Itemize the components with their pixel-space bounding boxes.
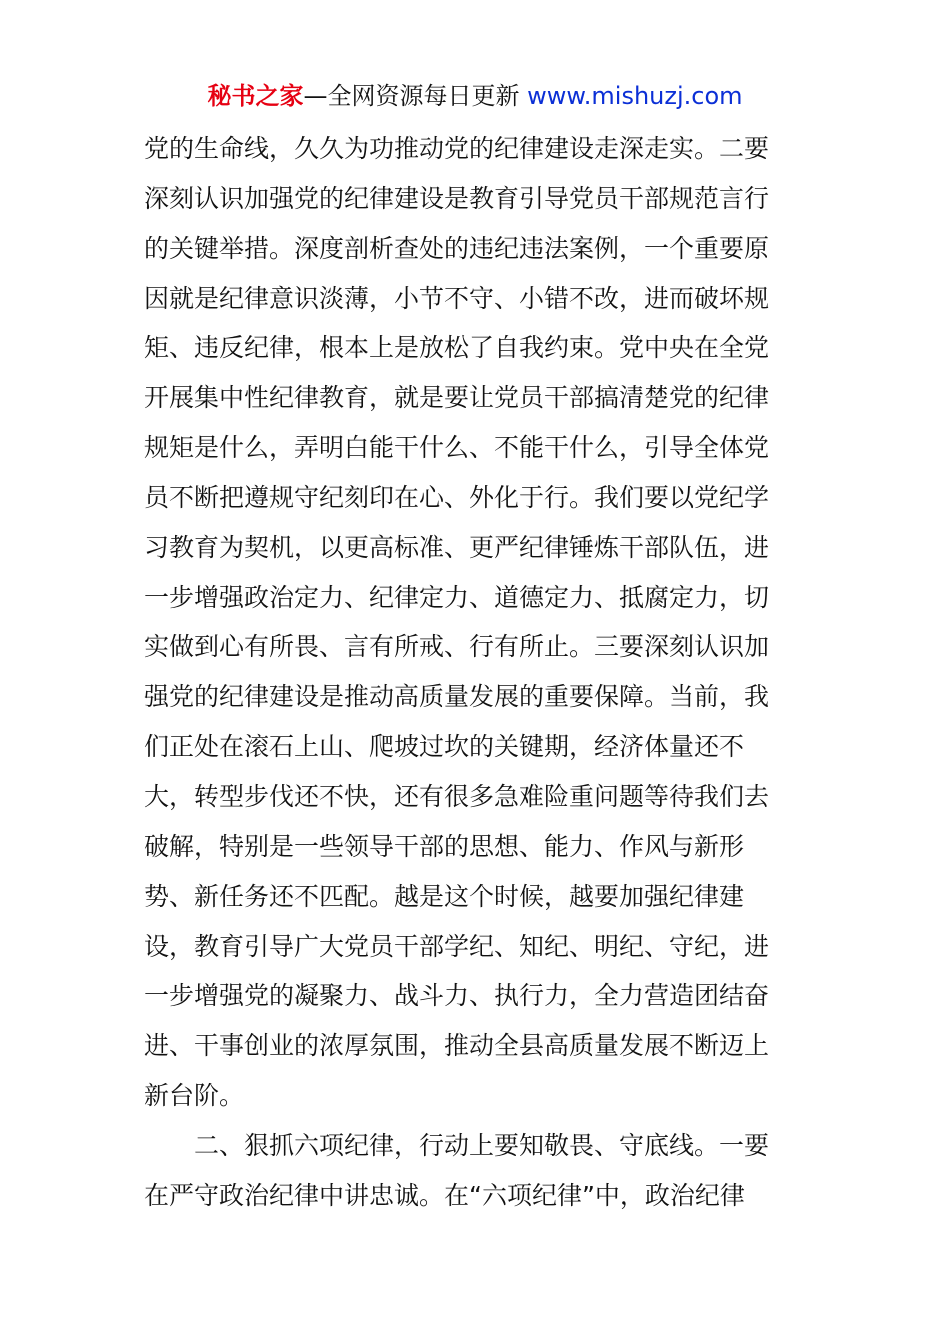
text-line: 深刻认识加强党的纪律建设是教育引导党员干部规范言行	[144, 183, 770, 213]
section-heading-line: 二、狠抓六项纪律，行动上要知敬畏、守底线。一要	[194, 1130, 770, 1160]
text-line: 新台阶。	[144, 1081, 245, 1111]
text-line: 强党的纪律建设是推动高质量发展的重要保障。当前，我	[144, 682, 770, 712]
text-line: 势、新任务还不匹配。越是这个时候，越要加强纪律建	[144, 881, 745, 911]
text-line: 员不断把遵规守纪刻印在心、外化于行。我们要以党纪学	[144, 482, 770, 512]
text-line: 们正处在滚石上山、爬坡过坎的关键期，经济体量还不	[144, 732, 745, 762]
text-line: 设，教育引导广大党员干部学纪、知纪、明纪、守纪，进	[144, 931, 770, 961]
site-tagline: —全网资源每日更新	[303, 82, 520, 110]
text-line: 一步增强党的凝聚力、战斗力、执行力，全力营造团结奋	[144, 981, 770, 1011]
text-line: 党的生命线，久久为功推动党的纪律建设走深走实。二要	[144, 134, 770, 163]
text-line: 开展集中性纪律教育，就是要让党员干部搞清楚党的纪律	[144, 383, 770, 413]
text-line: 进、干事创业的浓厚氛围，推动全县高质量发展不断迈上	[144, 1031, 770, 1061]
text-line: 因就是纪律意识淡薄，小节不守、小错不改，进而破坏规	[144, 283, 770, 313]
text-line: 规矩是什么，弄明白能干什么、不能干什么，引导全体党	[144, 433, 770, 463]
document-body	[144, 124, 808, 1221]
text-line: 破解，特别是一些领导干部的思想、能力、作风与新形	[144, 831, 745, 861]
site-url-link[interactable]: www.mishuzj.com	[527, 82, 743, 110]
text-line: 一步增强政治定力、纪律定力、道德定力、抵腐定力，切	[144, 582, 770, 612]
text-line: 在严守政治纪律中讲忠诚。在“六项纪律”中，政治纪律	[144, 1180, 745, 1210]
site-header	[0, 80, 950, 112]
text-line: 习教育为契机，以更高标准、更严纪律锤炼干部队伍，进	[144, 532, 770, 562]
text-line: 实做到心有所畏、言有所戒、行有所止。三要深刻认识加	[144, 632, 770, 662]
text-line: 矩、违反纪律，根本上是放松了自我约束。党中央在全党	[144, 333, 770, 363]
text-line: 的关键举措。深度剖析查处的违纪违法案例，一个重要原	[144, 233, 770, 263]
text-line: 大，转型步伐还不快，还有很多急难险重问题等待我们去	[144, 781, 770, 811]
site-brand: 秘书之家	[207, 82, 304, 110]
